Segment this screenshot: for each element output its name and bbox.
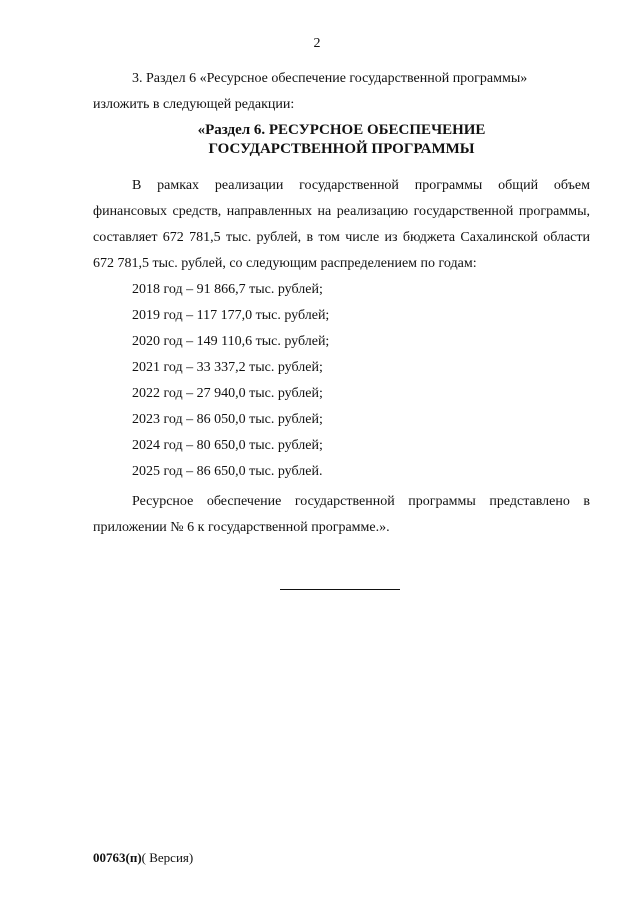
- year-item-2018: 2018 год – 91 866,7 тыс. рублей;: [132, 282, 323, 297]
- year-item-2024: 2024 год – 80 650,0 тыс. рублей;: [132, 438, 323, 453]
- section-heading: [93, 121, 590, 159]
- section-heading-line-1: «Раздел 6. РЕСУРСНОЕ ОБЕСПЕЧЕНИЕ: [197, 122, 486, 138]
- year-item-2025: 2025 год – 86 650,0 тыс. рублей.: [132, 464, 323, 479]
- yearly-funding-list: [93, 277, 590, 485]
- intro-paragraph: [93, 66, 590, 118]
- document-version: ( Версия): [141, 850, 194, 865]
- year-item-2022: 2022 год – 27 940,0 тыс. рублей;: [132, 386, 323, 401]
- year-item-2020: 2020 год – 149 110,6 тыс. рублей;: [132, 334, 330, 349]
- section-heading-line-2: ГОСУДАРСТВЕННОЙ ПРОГРАММЫ: [208, 141, 475, 157]
- year-item-2023: 2023 год – 86 050,0 тыс. рублей;: [132, 412, 323, 427]
- year-item-2021: 2021 год – 33 337,2 тыс. рублей;: [132, 360, 323, 375]
- intro-line-1: 3. Раздел 6 «Ресурсное обеспечение государственной программы»: [132, 71, 528, 86]
- document-code: 00763(п): [93, 850, 142, 865]
- document-footer: [93, 850, 193, 866]
- document-body: [93, 66, 590, 541]
- intro-line-2: изложить в следующей редакции:: [93, 97, 295, 112]
- separator-line: [280, 589, 400, 590]
- page-number: 2: [313, 36, 321, 51]
- closing-paragraph: Ресурсное обеспечение государственной программы представлено в приложении № 6 к государственной программе.».: [93, 494, 590, 535]
- year-item-2019: 2019 год – 117 177,0 тыс. рублей;: [132, 308, 330, 323]
- funding-paragraph: В рамках реализации государственной программы общий объем финансовых средств, направленных на реализацию государственной программы, составляет 672 781,5 тыс. рублей, в том числе из бюджета Сахалинской области 672 781,5 тыс. рублей, со следующим распределением по годам:: [93, 178, 590, 271]
